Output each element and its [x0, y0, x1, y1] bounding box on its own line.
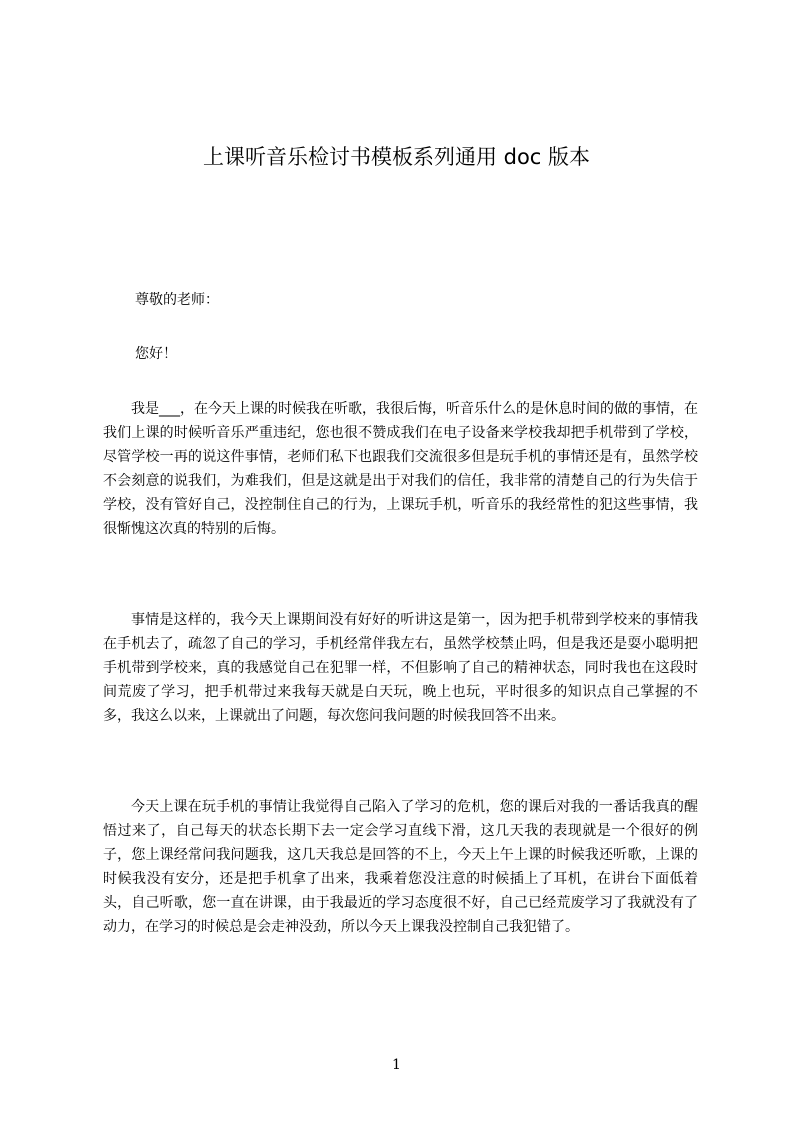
page-number: 1	[392, 1057, 401, 1073]
salutation: 尊敬的老师：	[135, 292, 219, 308]
greeting: 您好！	[135, 346, 177, 362]
body-paragraph-3: 今天上课在玩手机的事情让我觉得自己陷入了学习的危机，您的课后对我的一番话我真的醒悟过来了，自己每天的状态长期下去一定会学习直线下滑，这几天我的表现就是一个很好的例子，您上课经常问我问题我，这几天我总是回答的不上，今天上午上课的时候我还听歌，上课的时候我没有安分，还是把手机拿了出来，我乘着您没注意的时候插上了耳机，在讲台下面低着头，自己听歌，您一直在讲课，由于我最近的学习态度很不好，自己已经荒废学习了我就没有了动力，在学习的时候总是会走神没劲，所以今天上课我没控制自己我犯错了。	[103, 799, 698, 935]
body-paragraph-1: 我是___，在今天上课的时候我在听歌，我很后悔，听音乐什么的是休息时间的做的事情，在我们上课的时候听音乐严重违纪，您也很不赞成我们在电子设备来学校我却把手机带到了学校，尽管学校一再的说这件事情，老师们私下也跟我们交流很多但是玩手机的事情还是有，虽然学校不会刻意的说我们，为难我们，但是这就是出于对我们的信任，我非常的清楚自己的行为失信于学校，没有管好自己，没控制住自己的行为，上课玩手机，听音乐的我经常性的犯这些事情，我很惭愧这次真的特别的后悔。	[103, 401, 698, 537]
document-title: 上课听音乐检讨书模板系列通用 doc 版本	[202, 145, 591, 169]
body-paragraph-2: 事情是这样的，我今天上课期间没有好好的听讲这是第一，因为把手机带到学校来的事情我在手机去了，疏忽了自己的学习，手机经常伴我左右，虽然学校禁止吗，但是我还是耍小聪明把手机带到学校来，真的我感觉自己在犯罪一样，不但影响了自己的精神状态，同时我也在这段时间荒废了学习，把手机带过来我每天就是白天玩，晚上也玩，平时很多的知识点自己掌握的不多，我这么以来，上课就出了问题，每次您问我问题的时候我回答不出来。	[103, 612, 698, 724]
